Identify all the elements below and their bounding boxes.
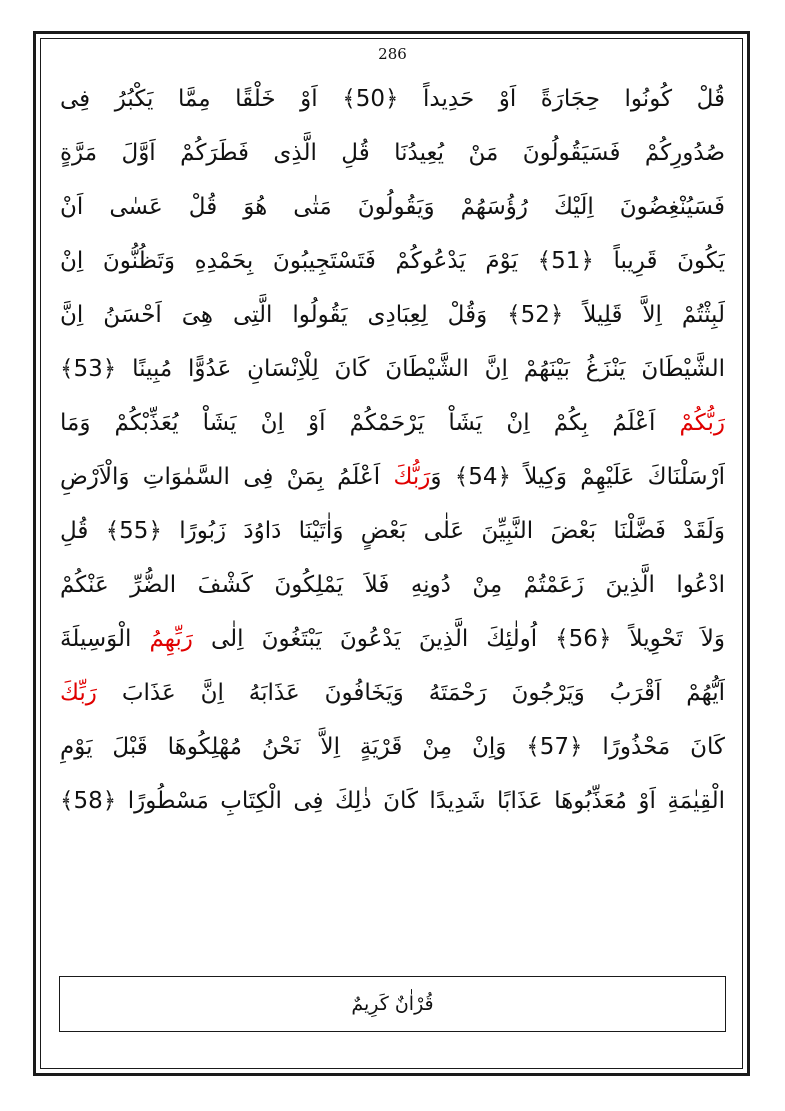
text-line [60, 126, 725, 180]
footer-title: قُرْاٰنٌ كَرِيمٌ [351, 993, 434, 1015]
text-segment: لَبِثْتُمْ اِلاَّ قَلِيلاً ﴿52﴾ وَقُلْ لِعِبَادِى يَقُولُوا الَّتِى هِىَ اَحْسَنُ اِنَّ [60, 302, 725, 328]
text-line [60, 666, 725, 720]
highlighted-word: رَبِّهِمُ [149, 626, 193, 652]
text-segment: الْقِيٰمَةِ اَوْ مُعَذِّبُوهَا عَذَابًا شَدِيدًا كَانَ ذٰلِكَ فِى الْكِتَابِ مَسْطُورًا ﴿58﴾ [60, 788, 725, 814]
text-line [60, 774, 725, 828]
text-line [60, 450, 725, 504]
text-line [60, 342, 725, 396]
quran-text-block [60, 72, 725, 828]
text-segment: قُلْ كُونُوا حِجَارَةً اَوْ حَدِيداً ﴿50﴾ اَوْ خَلْقًا مِمَّا يَكْبُرُ فِى [60, 86, 725, 112]
highlighted-word: رَبُّكَ [393, 464, 431, 490]
text-line [60, 396, 725, 450]
text-segment: يَكُونَ قَرِيباً ﴿51﴾ يَوْمَ يَدْعُوكُمْ فَتَسْتَجِيبُونَ بِحَمْدِهِ وَتَظُنُّونَ اِنْ [60, 248, 725, 274]
text-segment: ادْعُوا الَّذِينَ زَعَمْتُمْ مِنْ دُونِهِ فَلاَ يَمْلِكُونَ كَشْفَ الضُّرِّ عَنْكُمْ [60, 572, 725, 598]
highlighted-word: رَبُّكُمْ [679, 410, 725, 436]
highlighted-word: رَبِّكَ [60, 680, 97, 706]
text-segment: الْوَسِيلَةَ [60, 626, 150, 652]
text-line [60, 558, 725, 612]
text-segment: اَيُّهُمْ اَقْرَبُ وَيَرْجُونَ رَحْمَتَهُ وَيَخَافُونَ عَذَابَهُ اِنَّ عَذَابَ [96, 680, 725, 706]
text-line [60, 612, 725, 666]
page-number: 286 [378, 45, 407, 63]
text-line [60, 180, 725, 234]
text-segment: وَلَقَدْ فَضَّلْنَا بَعْضَ النَّبِيِّنَ عَلٰى بَعْضٍ وَاٰتَيْنَا دَاوُدَ زَبُورًا ﴿55﴾ قُلِ [60, 518, 725, 544]
text-line [60, 504, 725, 558]
text-segment: اَعْلَمُ بِمَنْ فِى السَّمٰوَاتِ وَالْاَرْضِ [60, 464, 394, 490]
text-line [60, 234, 725, 288]
footer-box [59, 976, 726, 1032]
text-segment: فَسَيُنْغِضُونَ اِلَيْكَ رُؤُسَهُمْ وَيَقُولُونَ مَتٰى هُوَ قُلْ عَسٰى اَنْ [60, 194, 725, 220]
text-line [60, 288, 725, 342]
text-segment: اَعْلَمُ بِكُمْ اِنْ يَشَاْ يَرْحَمْكُمْ اَوْ اِنْ يَشَاْ يُعَذِّبْكُمْ وَمَا [60, 410, 680, 436]
text-segment: اَرْسَلْنَاكَ عَلَيْهِمْ وَكِيلاً ﴿54﴾ وَ [430, 464, 725, 490]
text-segment: كَانَ مَحْذُورًا ﴿57﴾ وَاِنْ مِنْ قَرْيَةٍ اِلاَّ نَحْنُ مُهْلِكُوهَا قَبْلَ يَوْمِ [60, 734, 725, 760]
text-segment: وَلاَ تَحْوِيلاً ﴿56﴾ اُولٰئِكَ الَّذِينَ يَدْعُونَ يَبْتَغُونَ اِلٰى [192, 626, 725, 652]
text-line [60, 72, 725, 126]
text-segment: الشَّيْطَانَ يَنْزَغُ بَيْنَهُمْ اِنَّ الشَّيْطَانَ كَانَ لِلْاِنْسَانِ عَدُوًّا مُبِينًا ﴿53﴾ [60, 356, 725, 382]
text-segment: صُدُورِكُمْ فَسَيَقُولُونَ مَنْ يُعِيدُنَا قُلِ الَّذِى فَطَرَكُمْ اَوَّلَ مَرَّةٍ [60, 140, 725, 166]
text-line [60, 720, 725, 774]
